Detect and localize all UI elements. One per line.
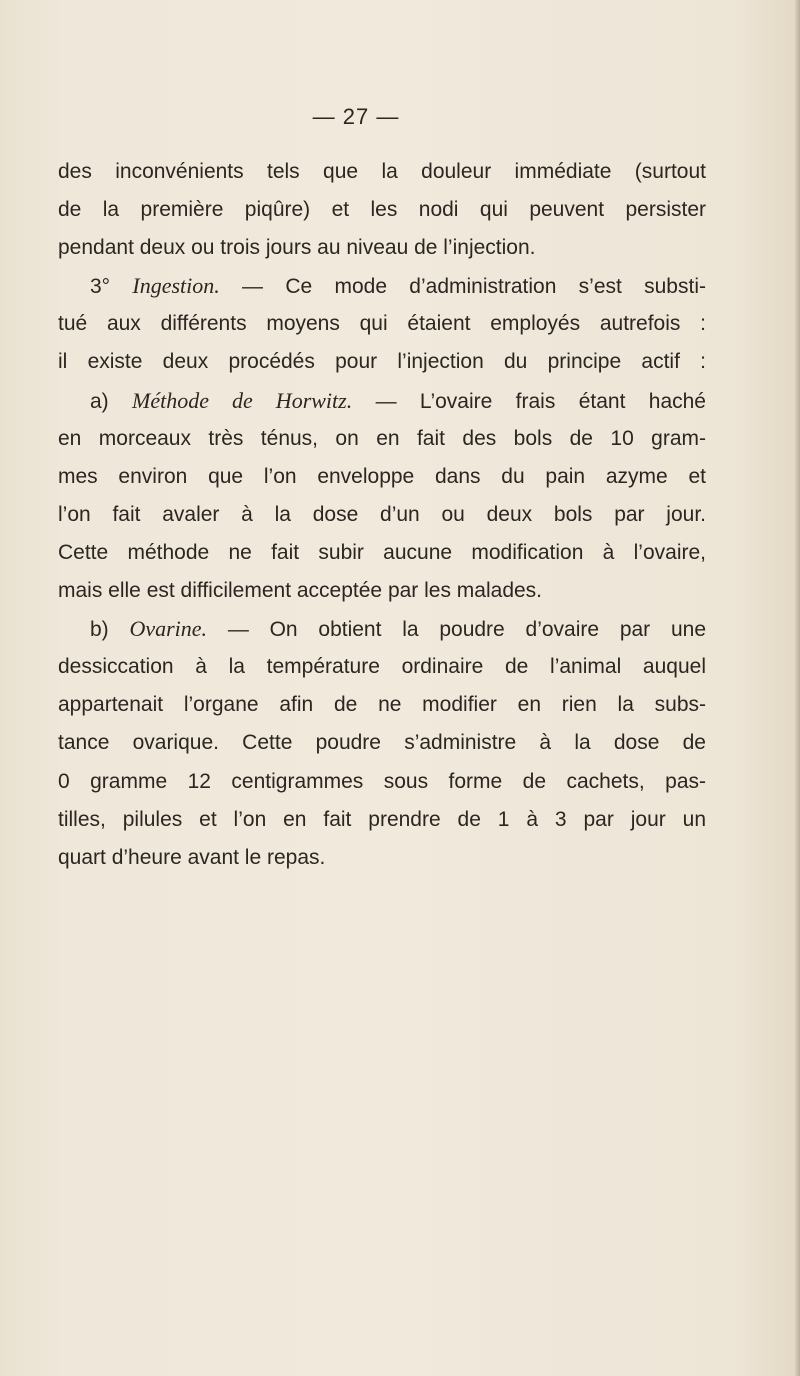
text-line: en morceaux très ténus, on en fait des bols de 10 gram- bbox=[58, 426, 706, 450]
page-number: — 27 — bbox=[312, 104, 400, 129]
text-line: appartenait l’organe afin de ne modifier en rien la subs- bbox=[58, 693, 706, 717]
page-edge-shadow bbox=[794, 0, 800, 1376]
text-line: des inconvénients tels que la douleur immédiate (surtout bbox=[58, 160, 706, 183]
text-line: 0 gramme 12 centigrammes sous forme de cachets, pas- bbox=[58, 769, 706, 793]
text-line-heading: 3° Ingestion. — Ce mode d’administration s’est substi- bbox=[90, 273, 706, 299]
text-line: tilles, pilules et l’on en fait prendre de 1 à 3 par jour un bbox=[58, 807, 706, 831]
text-line: mais elle est difficilement acceptée par les malades. bbox=[58, 579, 543, 603]
text-line: l’on fait avaler à la dose d’un ou deux bols par jour. bbox=[58, 502, 706, 526]
text-line: quart d’heure avant le repas. bbox=[58, 845, 326, 869]
text-line: Cette méthode ne fait subir aucune modification à l’ovaire, bbox=[58, 540, 706, 564]
section-title-italic: Ingestion. bbox=[132, 273, 220, 299]
body-text bbox=[58, 153, 706, 877]
section-title-italic: Méthode de Horwitz. bbox=[132, 387, 353, 413]
text-line-heading: b) Ovarine. — On obtient la poudre d’ovaire par une bbox=[90, 616, 706, 642]
text-line: de la première piqûre) et les nodi qui peuvent persister bbox=[58, 198, 706, 222]
text-line: mes environ que l’on enveloppe dans du pain azyme et bbox=[58, 464, 706, 488]
text-line: tance ovarique. Cette poudre s’administre à la dose de bbox=[58, 731, 706, 755]
text-line: il existe deux procédés pour l’injection du principe actif : bbox=[58, 350, 706, 374]
section-title-italic: Ovarine. bbox=[129, 616, 208, 642]
text-line: pendant deux ou trois jours au niveau de l’injection. bbox=[58, 236, 536, 260]
text-line: dessiccation à la température ordinaire de l’animal auquel bbox=[58, 655, 706, 679]
text-line: tué aux différents moyens qui étaient employés autrefois : bbox=[58, 312, 706, 336]
text-line-heading: a) Méthode de Horwitz. — L’ovaire frais étant haché bbox=[90, 387, 706, 413]
